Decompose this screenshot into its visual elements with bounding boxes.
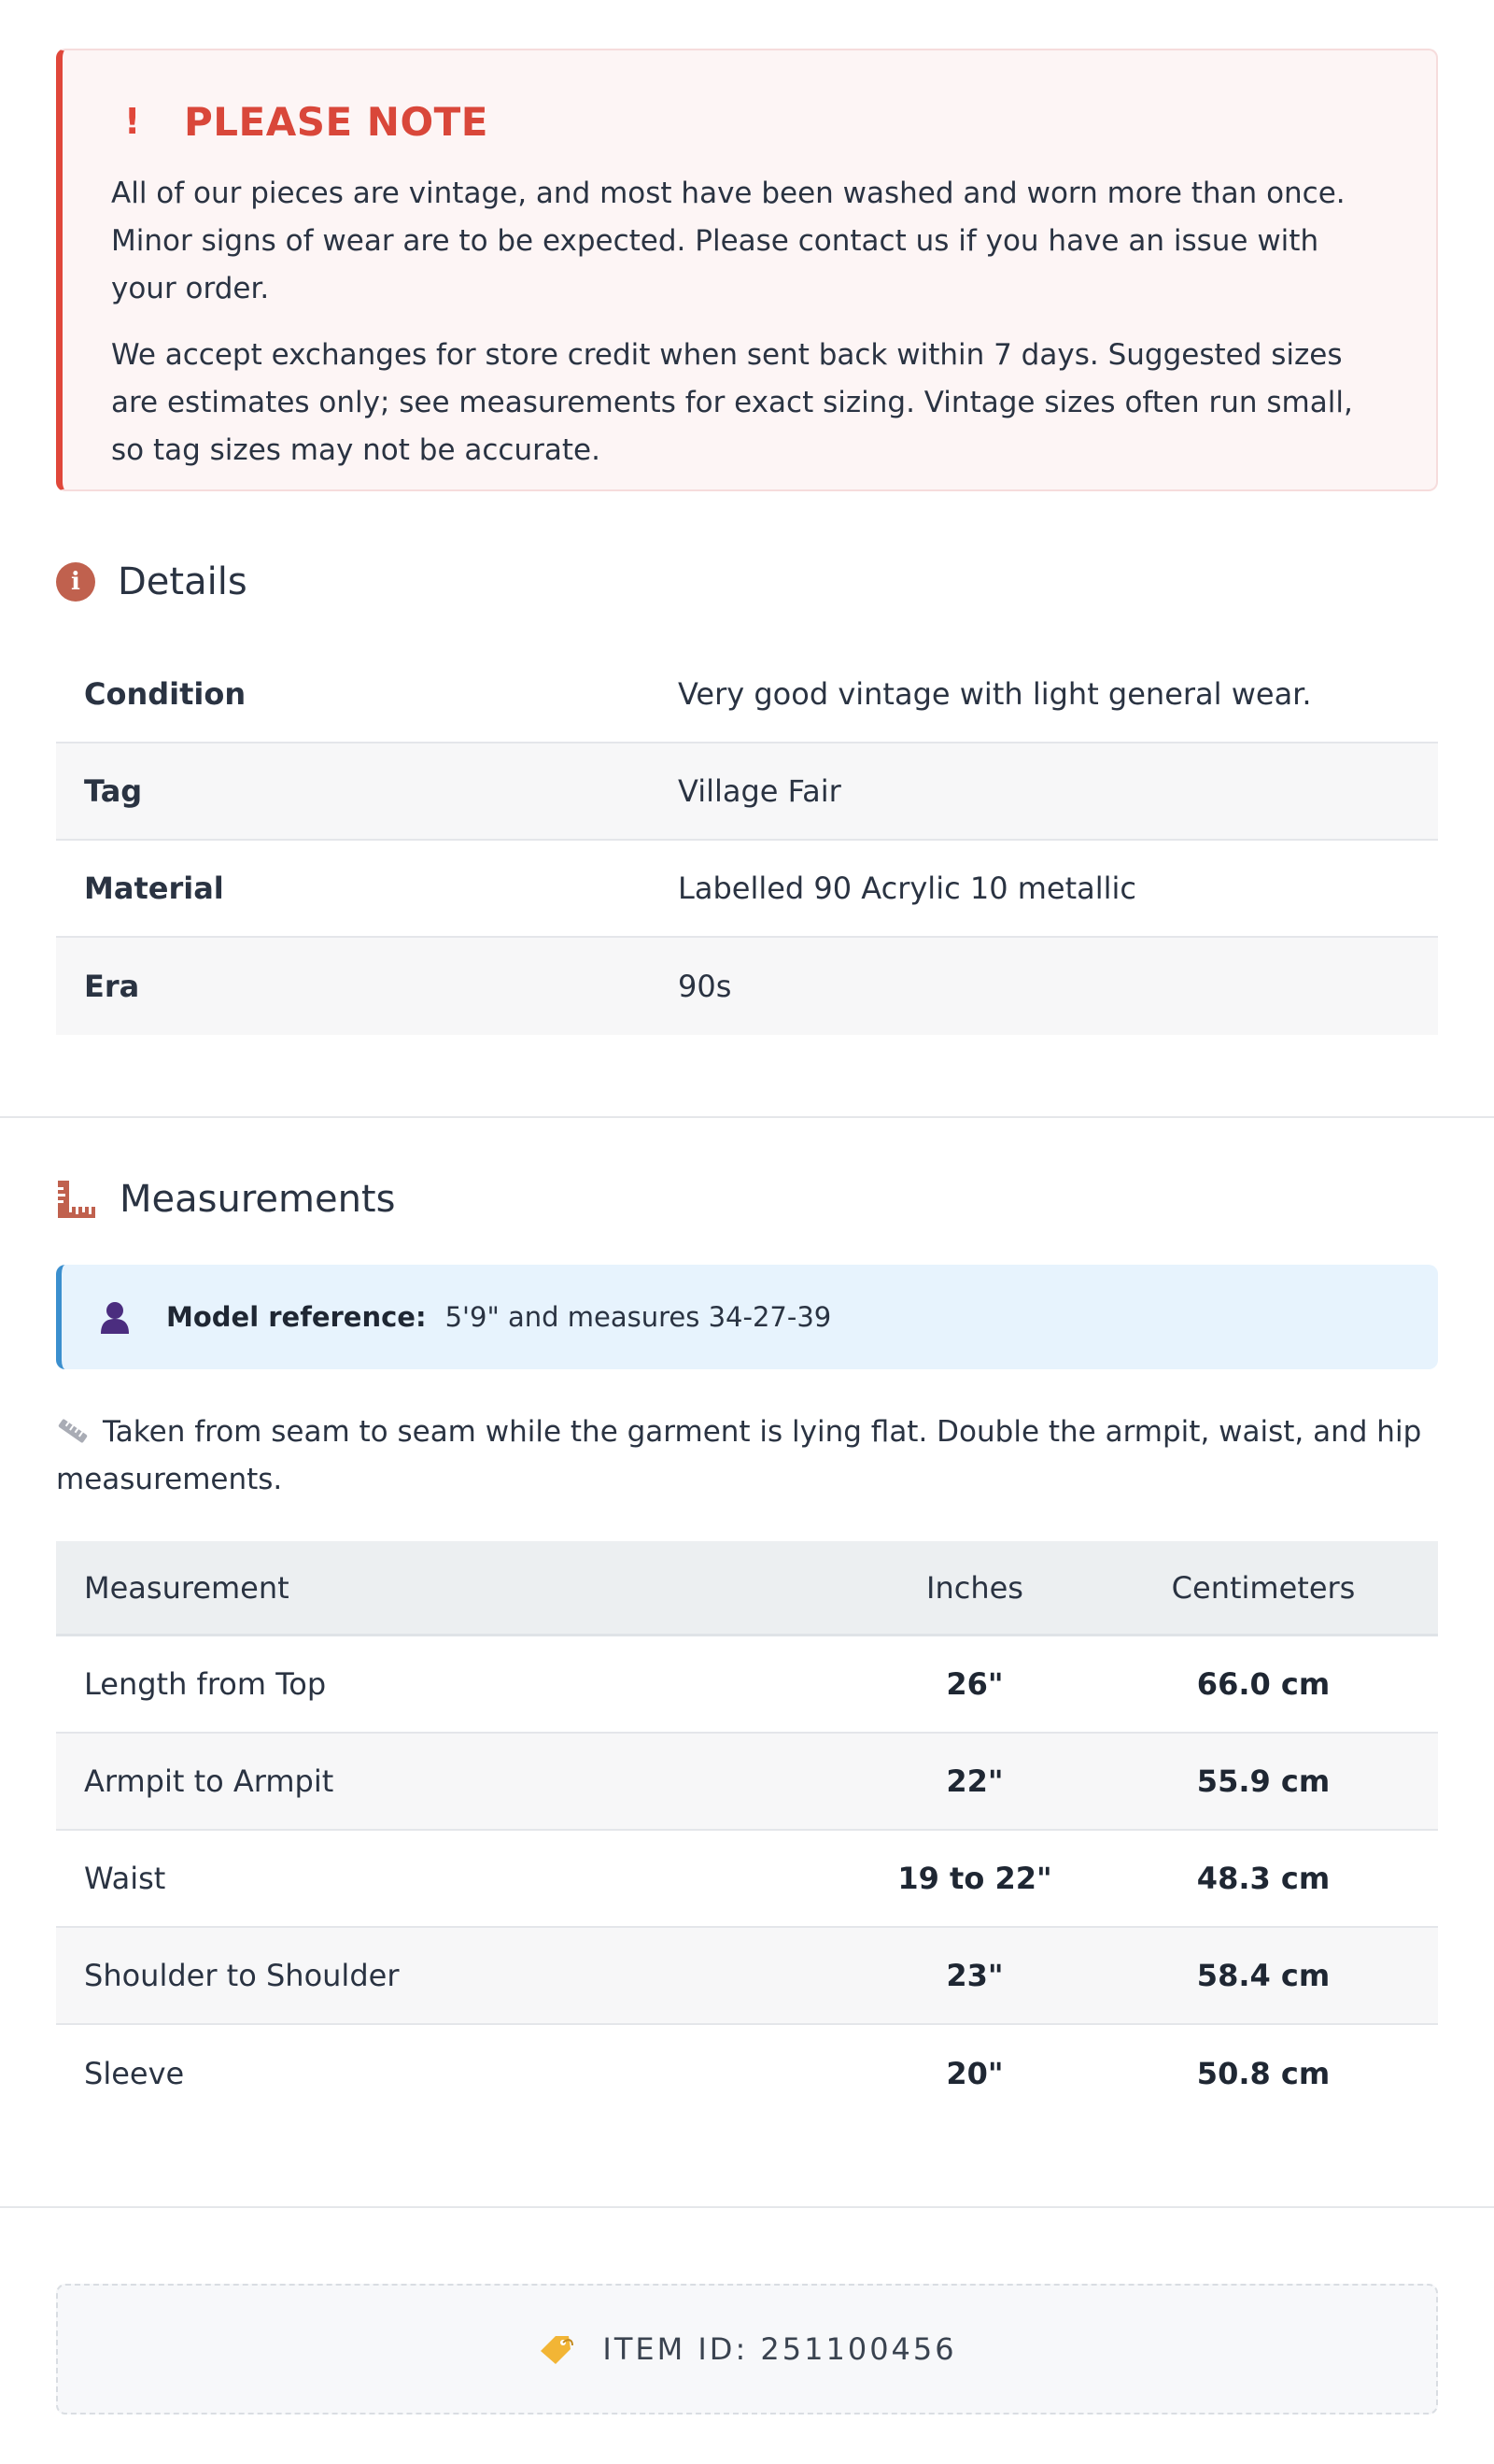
table-row	[56, 1928, 1438, 2025]
notice-title: PLEASE NOTE	[184, 98, 488, 145]
table-row	[56, 1636, 1438, 1734]
details-label: Material	[84, 871, 224, 906]
please-note-box	[56, 49, 1438, 491]
table-row	[56, 1734, 1438, 1831]
measurement-inches: 20"	[946, 2056, 1004, 2091]
details-row-condition	[56, 646, 1438, 743]
measurement-cm: 50.8 cm	[1196, 2056, 1331, 2091]
model-reference-box	[56, 1265, 1438, 1369]
measurement-cm: 58.4 cm	[1196, 1958, 1331, 1993]
pencil-icon	[56, 1417, 90, 1445]
ruler-icon	[56, 1179, 97, 1220]
column-header-centimeters: Centimeters	[1171, 1569, 1356, 1606]
column-header-measurement: Measurement	[84, 1569, 289, 1606]
details-label: Era	[84, 969, 140, 1004]
measurements-table	[56, 1541, 1438, 2122]
measurement-name: Armpit to Armpit	[84, 1763, 334, 1799]
measurement-inches: 22"	[946, 1763, 1004, 1799]
measurement-inches: 19 to 22"	[897, 1861, 1052, 1896]
person-icon	[99, 1300, 131, 1334]
details-row-era	[56, 938, 1438, 1035]
details-title: Details	[118, 560, 247, 603]
tag-icon	[537, 2332, 574, 2366]
details-label: Condition	[84, 676, 247, 712]
exclamation-icon: !	[124, 101, 141, 142]
notice-header	[111, 98, 1388, 145]
details-heading	[56, 559, 247, 605]
measurements-heading	[56, 1176, 395, 1223]
details-label: Tag	[84, 773, 143, 809]
details-value: Very good vintage with light general wear.	[678, 676, 1312, 712]
details-value: Village Fair	[678, 773, 841, 809]
table-row	[56, 2025, 1438, 2122]
section-divider	[0, 1116, 1494, 1118]
measurement-note-text: Taken from seam to seam while the garment is lying flat. Double the armpit, waist, and hip measurements.	[56, 1415, 1422, 1496]
notice-paragraph: All of our pieces are vintage, and most have been washed and worn more than once. Minor signs of wear are to be expected. Please contact us if you have an issue with your order.	[111, 177, 1346, 305]
section-divider	[0, 2206, 1494, 2208]
details-value: Labelled 90 Acrylic 10 metallic	[678, 871, 1137, 906]
measurement-inches: 26"	[946, 1666, 1004, 1702]
table-header	[56, 1541, 1438, 1636]
measurement-name: Sleeve	[84, 2056, 185, 2091]
model-reference-label: Model reference:	[166, 1301, 427, 1333]
measurements-title: Measurements	[120, 1178, 396, 1221]
column-header-inches: Inches	[926, 1569, 1023, 1606]
details-row-material	[56, 841, 1438, 938]
measurement-inches: 23"	[946, 1958, 1004, 1993]
info-icon: i	[56, 562, 95, 602]
measurement-note	[56, 1409, 1438, 1504]
measurement-name: Waist	[84, 1861, 166, 1896]
measurement-cm: 48.3 cm	[1196, 1861, 1331, 1896]
measurement-cm: 66.0 cm	[1196, 1666, 1331, 1702]
notice-paragraph: We accept exchanges for store credit when sent back within 7 days. Suggested sizes are estimates only; see measurements for exact sizing. Vintage sizes often run small, so tag sizes may not be accurate.	[111, 338, 1353, 467]
measurement-cm: 55.9 cm	[1196, 1763, 1331, 1799]
details-row-tag	[56, 743, 1438, 841]
model-reference-value: 5'9" and measures 34-27-39	[444, 1301, 832, 1333]
item-id-box	[56, 2284, 1438, 2414]
measurement-name: Length from Top	[84, 1666, 327, 1702]
measurement-name: Shoulder to Shoulder	[84, 1958, 400, 1993]
item-id: ITEM ID: 251100456	[602, 2331, 957, 2367]
details-value: 90s	[678, 969, 732, 1004]
details-table	[56, 646, 1438, 1035]
table-row	[56, 1831, 1438, 1928]
